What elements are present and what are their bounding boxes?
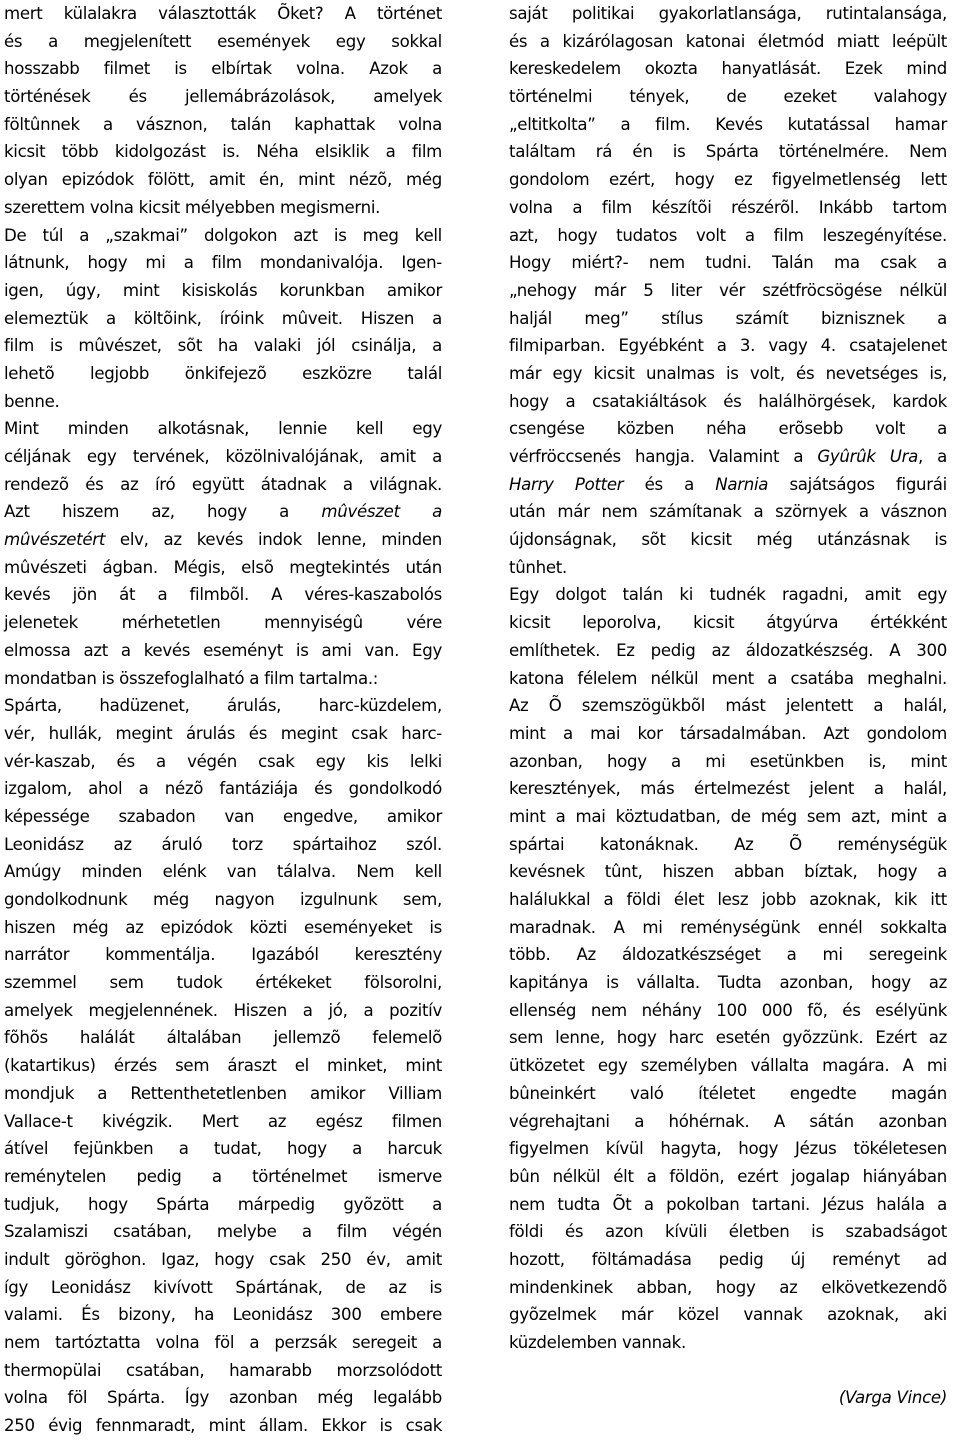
right-column-line: „eltitkolta” a film. Kevés kutatással hamar <box>509 114 947 134</box>
left-column-line: Vallace-t kivégzik. Mert az egész filmen <box>4 1111 442 1131</box>
left-column-line: és a megjelenített események egy sokkal <box>4 31 442 51</box>
left-column-line: hosszabb filmet is elbírtak volna. Azok a <box>4 59 442 79</box>
left-column-line: izgalom, ahol a nézõ fantáziája és gondolkodó <box>4 779 442 799</box>
italic-title-text: Harry Potter <box>509 474 624 494</box>
left-column-line: Leonidász az áruló torz spártaihoz szól. <box>4 834 442 854</box>
text-segment: elv, az kevés indok lenne, minden <box>105 530 442 550</box>
right-column-line: mint a mai kor társadalmában. Azt gondolom <box>509 723 947 743</box>
left-column-line: igen, úgy, mint kisiskolás korunkban amikor <box>4 280 442 300</box>
right-column-line: haljál meg” stílus számít biznisznek a <box>509 308 947 328</box>
italic-title-text: mûvészet a <box>321 502 443 522</box>
right-column-line: Egy dolgot talán ki tudnék ragadni, amit egy <box>509 585 947 605</box>
text-segment: és a <box>623 474 716 494</box>
left-column-line: vér, hullák, megint árulás és megint csak harc- <box>4 723 442 743</box>
right-column-line: kicsit leporolva, kicsit átgyúrva értékként <box>509 613 947 633</box>
left-column-line: Spárta, hadüzenet, árulás, harc-küzdelem, <box>4 696 442 716</box>
right-column-line: mint a mai köztudatban, de még sem azt, mint a <box>509 806 947 826</box>
right-column-line: Hogy miért?- nem tudni. Talán ma csak a <box>509 253 947 273</box>
right-column-line: küzdelemben vannak. <box>509 1333 686 1352</box>
right-column-line: azt, hogy tudatos volt a film leszegényítése. <box>509 225 947 245</box>
right-column-line: tûnhet. <box>509 557 567 577</box>
text-segment: vérfröccsenés hangja. Valamint a <box>509 447 818 466</box>
left-column-line: céljának egy tervének, közölnivalójának, amit a <box>4 447 442 466</box>
left-column-line: mondatban is összefoglalható a film tartalma.: <box>4 668 379 688</box>
left-column-line: elmossa azt a kevés eseményt is ami van. Egy <box>4 640 442 660</box>
right-column-line: sem lenne, hogy harc esetén gyõzzünk. Ezért az <box>509 1028 947 1048</box>
right-column-line: bûneinkért való ítéletet engedte magán <box>509 1083 947 1103</box>
right-column-line: spártai katonáknak. Az Õ reménységük <box>509 834 947 854</box>
right-column-line: maradnak. A mi reménységünk ennél sokkalta <box>509 917 947 937</box>
left-column-line: gondolkodnunk még nagyon izgulnunk sem, <box>4 890 442 909</box>
left-column-line: 250 évig fennmaradt, mint állam. Ekkor is csak <box>4 1416 442 1436</box>
left-column-line: mûvészeti ágban. Mégis, elsõ megtekintés után <box>4 557 442 577</box>
left-column-line: mert külalakra választották Õket? A történet <box>4 4 442 23</box>
left-column-line <box>4 526 442 554</box>
right-column-line: azonban, hogy a mi esetünkben is, mint <box>509 751 947 771</box>
italic-title-text: mûvészetért <box>4 530 106 550</box>
left-column-line: szerettem volna kicsit mélyebben megismerni. <box>4 197 381 217</box>
left-column-line: kicsit több kidolgozást is. Néha elsiklik a film <box>4 142 442 162</box>
left-column-line: hiszen még az epizódok közti eseményeket is <box>4 917 442 937</box>
right-column-line: Az Õ szemszögükbõl mást jelentett a halál, <box>509 696 947 716</box>
right-column-line: kereskedelem okozta hanyatlását. Ezek mind <box>509 59 947 79</box>
right-column-line: csengése közben néha erõsebb volt a <box>509 419 947 439</box>
left-column-line: képessége szabadon van engedve, amikor <box>4 806 442 826</box>
right-column-line <box>509 471 947 499</box>
left-column-line: film is mûvészet, sõt ha valaki jól csinálja, a <box>4 336 442 356</box>
left-column-line: fõhõs halálát általában jellemzõ felemelõ <box>4 1028 442 1048</box>
right-column-line: újdonságnak, sõt kicsit még utánzásnak is <box>509 530 947 550</box>
right-column-line: találtam rá én is Spárta történelmére. Nem <box>509 142 947 162</box>
right-column-line: ellenség nem néhány 100 000 fõ, és esélyünk <box>509 1000 947 1020</box>
right-column-line: filmiparban. Egyébként a 3. vagy 4. csatajelenet <box>509 336 947 356</box>
right-column-line: hozott, föltámadása pedig új reményt ad <box>509 1249 947 1269</box>
left-column-line: valami. És bizony, ha Leonidász 300 embere <box>4 1305 442 1325</box>
left-column-line: föltûnnek a vásznon, talán kaphattak volna <box>4 114 442 134</box>
left-column-line: olyan epizódok fölött, amit én, mint nézõ, még <box>4 170 442 190</box>
right-column-line: több. Az áldozatkészséget a mi seregeink <box>509 945 947 965</box>
left-column-line: jelenetek mérhetetlen mennyiségû vére <box>4 613 442 633</box>
right-column-line: katona félelem nélkül ment a csatába meghalni. <box>509 668 947 688</box>
left-column-line: mondjuk a Rettenthetetlenben amikor Villiam <box>4 1083 442 1103</box>
left-column-line: narrátor kommentálja. Igazából keresztény <box>4 945 442 965</box>
right-text-column <box>509 0 947 1412</box>
right-column-line: hogy a csatakiáltások és halálhörgések, kardok <box>509 391 947 411</box>
right-column-line: említhetek. Ez pedig az áldozatkészség. A 300 <box>509 640 947 660</box>
right-column-line: saját politikai gyakorlatlansága, rutintalansága, <box>509 4 947 23</box>
left-column-line: szemmel sem tudok értékeket fölsorolni, <box>4 973 442 993</box>
right-column-line: és a kizárólagosan katonai életmód miatt leépült <box>509 31 947 51</box>
left-column-line: történések és jellemábrázolások, amelyek <box>4 87 442 107</box>
left-column-line <box>4 498 442 526</box>
right-column-line: történelmi tények, de ezeket valahogy <box>509 87 947 107</box>
text-segment: Azt hiszem az, hogy a <box>4 502 322 522</box>
left-column-line: átível fejünkben a tudat, hogy a harcuk <box>4 1139 442 1159</box>
right-column-line <box>509 443 947 471</box>
right-column-line: halálukkal a földi élet lesz jobb azoknak, kik itt <box>509 890 947 909</box>
left-column-line: thermopülai csatában, hamarabb morzsolódott <box>4 1360 442 1380</box>
left-column-line: indult göröghon. Igaz, hogy csak 250 év, amit <box>4 1249 442 1269</box>
right-column-line: kapitánya is vállalta. Tudta azonban, hogy az <box>509 973 947 993</box>
italic-title-text: Narnia <box>715 474 769 494</box>
right-column-line: mindenkinek abban, hogy az elkövetkezendõ <box>509 1277 947 1297</box>
left-column-line: látnunk, hogy mi a film mondanivalója. Igen- <box>4 253 442 273</box>
left-column-line: volna föl Spárta. Így azonban még legalább <box>4 1388 442 1408</box>
left-column-line: (katartikus) érzés sem áraszt el minket, mint <box>4 1056 442 1076</box>
right-column-line: már egy kicsit unalmas is volt, és nevetséges is, <box>509 363 947 383</box>
right-column-line: gyõzelmek már közel vannak azoknak, aki <box>509 1305 947 1325</box>
left-column-line: reménytelen pedig a történelmet ismerve <box>4 1166 442 1186</box>
right-column-line: kevésnek tûnt, hiszen abban bíztak, hogy a <box>509 862 947 882</box>
left-column-line: nem tartóztatta volna föl a perzsák seregeit a <box>4 1333 442 1352</box>
right-column-line: „nehogy már 5 liter vér szétfröcsögése nélkül <box>509 280 947 300</box>
left-column-line: Amúgy minden elénk van tálalva. Nem kell <box>4 862 442 882</box>
right-column-line: gondolom ezért, hogy ez figyelmetlenség lett <box>509 170 947 190</box>
left-column-line: kevés jön át a filmbõl. A véres-kaszabolós <box>4 585 442 605</box>
left-column-line: Szalamiszi csatában, melybe a film végén <box>4 1222 442 1242</box>
right-column-line: nem tudta Õt a pokolban tartani. Jézus halála a <box>509 1194 947 1214</box>
right-column-line: ütközetet egy személyben vállalta magára. A mi <box>509 1056 947 1076</box>
left-column-line: tudjuk, hogy Spárta márpedig gyõzött a <box>4 1194 442 1214</box>
right-column-line: végrehajtani a hóhérnak. A sátán azonban <box>509 1111 947 1131</box>
left-column-line: Mint minden alkotásnak, lennie kell egy <box>4 419 442 439</box>
right-column-line: figyelmen kívül hagyta, hogy Jézus tökéletesen <box>509 1139 947 1159</box>
left-column-line: elemeztük a költõink, íróink mûveit. Hiszen a <box>4 308 442 328</box>
left-column-line: vér-kaszab, és a végén csak egy kis lelki <box>4 751 442 771</box>
author-signature: (Varga Vince) <box>838 1388 947 1408</box>
left-column-line: De túl a „szakmai” dolgokon azt is meg kell <box>4 225 442 245</box>
right-column-line: volna a film készítõi részérõl. Inkább tartom <box>509 197 947 217</box>
text-segment: , a <box>918 447 947 466</box>
right-column-line: földi és azon kívüli életben is szabadságot <box>509 1222 947 1242</box>
text-segment: sajátságos figurái <box>768 474 947 494</box>
right-column-line: után már nem számítanak a szörnyek a vásznon <box>509 502 947 522</box>
right-column-line: bûn nélkül élt a földön, ezért jogalap hiányában <box>509 1166 947 1186</box>
right-column-line: keresztények, más értelmezést jelent a halál, <box>509 779 947 799</box>
italic-title-text: Gyûrûk Ura <box>817 447 919 466</box>
left-column-line: benne. <box>4 391 60 411</box>
left-column-line: így Leonidász kivívott Spártának, de az is <box>4 1277 442 1297</box>
left-column-line: amelyek megjelennének. Hiszen a jó, a pozitív <box>4 1000 442 1020</box>
left-text-column <box>4 0 442 1440</box>
left-column-line: lehetõ legjobb önkifejezõ eszközre talál <box>4 363 442 383</box>
right-column-line <box>509 1357 947 1385</box>
left-column-line: rendezõ és az író együtt átadnak a világnak. <box>4 474 442 494</box>
